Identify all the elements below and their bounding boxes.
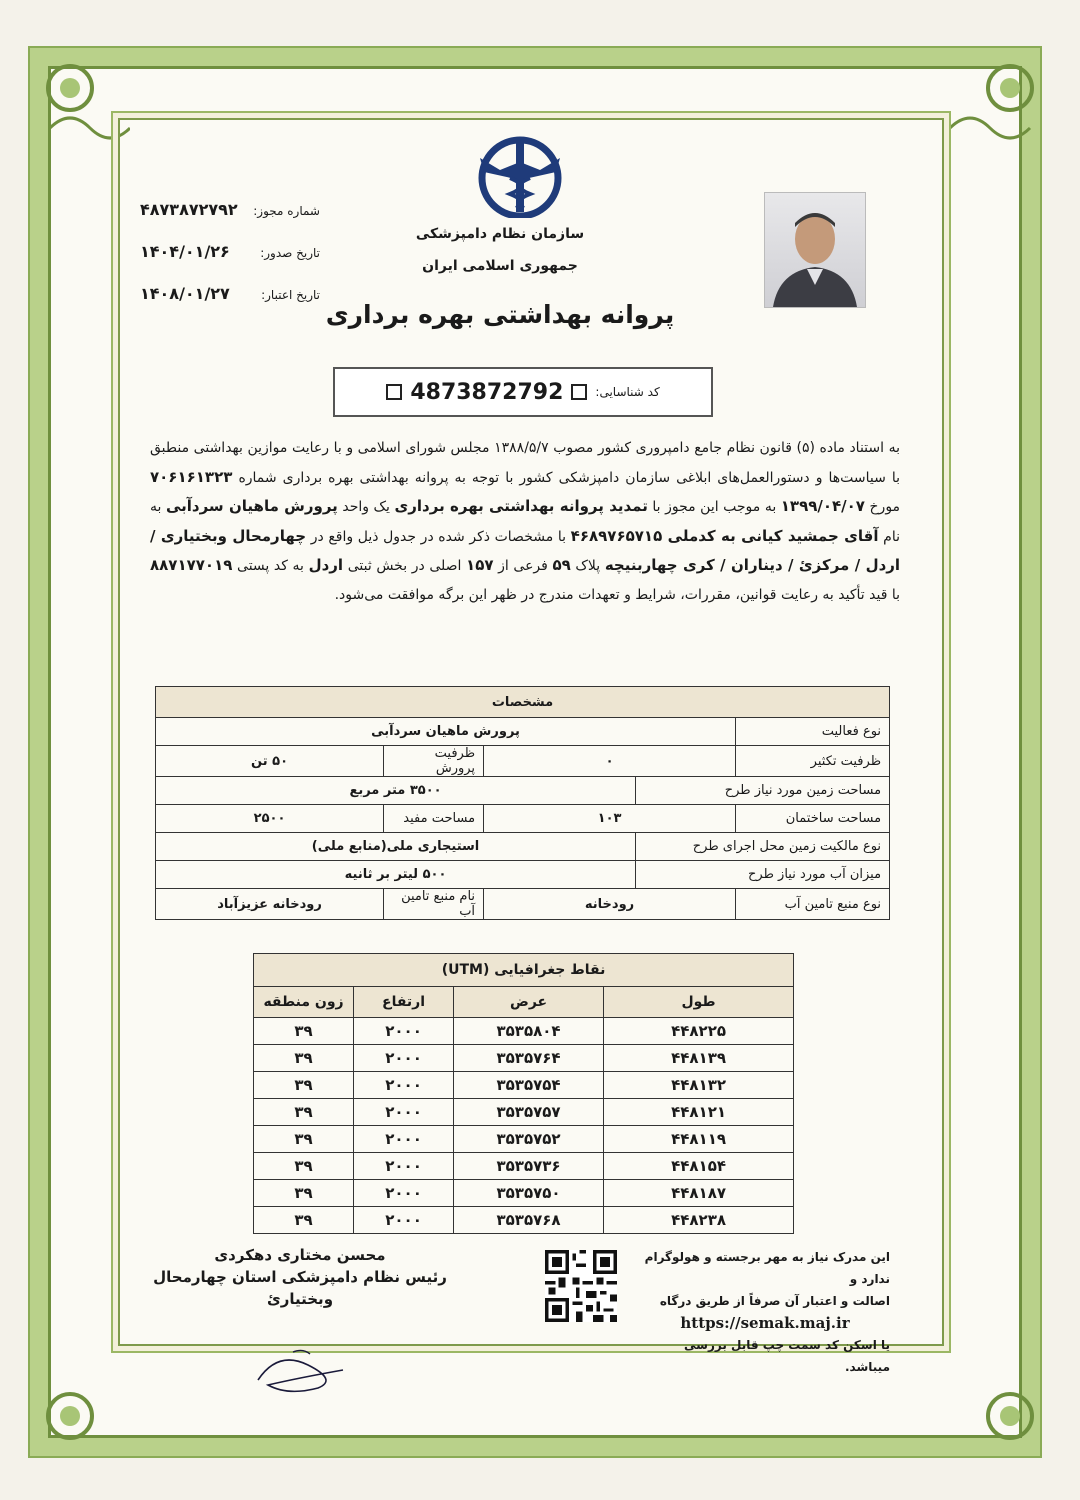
utm-header-elevation: ارتفاع (354, 987, 454, 1018)
utm-table (253, 953, 794, 1234)
activity-value: پرورش ماهیان سردآبی (156, 718, 736, 746)
table-row (254, 1072, 794, 1099)
water-source-name-value: رودخانه عزیزآباد (156, 889, 384, 920)
verification-note-line: یا اسکن کد سمت چپ قابل بررسی میباشد. (684, 1338, 890, 1374)
water-source-name-label: نام منبع تامین آب (384, 889, 484, 920)
table-row (254, 1126, 794, 1153)
utm-cell: ۲۰۰۰ (354, 1099, 454, 1126)
rearing-capacity-value: ۵۰ تن (156, 746, 384, 777)
country-name: جمهوری اسلامی ایران (422, 258, 578, 274)
signer-title: وبختیاریٔ (266, 1290, 334, 1308)
previous-permit-number: ۷۰۶۱۶۱۳۲۳ (150, 467, 233, 486)
table-row (156, 805, 890, 833)
previous-permit-date: ۱۳۹۹/۰۴/۰۷ (780, 497, 865, 516)
corner-ornament-icon (40, 58, 130, 148)
renewal-phrase: تمدید پروانه بهداشتی بهره برداری (394, 497, 648, 516)
signer-name: محسن مختاری دهکردی (214, 1246, 386, 1264)
identification-code: 4873872792 (410, 379, 564, 405)
utm-header-zone: زون منطقه (254, 987, 354, 1018)
utm-caption: نقاط جغرافیایی (UTM) (254, 954, 794, 987)
utm-cell: ۲۰۰۰ (354, 1153, 454, 1180)
signature-icon (248, 1340, 358, 1400)
license-number: ۴۸۷۳۸۷۲۷۹۲ (140, 200, 238, 219)
issue-date: ۱۴۰۴/۰۱/۲۶ (140, 242, 230, 261)
verification-note-line: این مدرک نیاز به مهر برجسته و هولوگرام ندارد و (644, 1250, 890, 1286)
body-text-6: با مشخصات ذکر شده در جدول ذیل واقع در (310, 528, 567, 545)
table-row (254, 1180, 794, 1207)
utm-cell: ۲۰۰۰ (354, 1207, 454, 1234)
body-text-3: به موجب این مجوز با (652, 499, 777, 516)
utm-cell: ۳۵۳۵۸۰۴ (454, 1018, 604, 1045)
utm-cell: ۳۹ (254, 1207, 354, 1234)
water-label: میزان آب مورد نیاز طرح (636, 861, 890, 889)
utm-cell: ۲۰۰۰ (354, 1072, 454, 1099)
identification-code-box (333, 367, 713, 417)
utm-cell: ۲۰۰۰ (354, 1045, 454, 1072)
utm-cell: ۴۴۸۲۳۸ (604, 1207, 794, 1234)
issue-date-label: تاریخ صدور: (260, 246, 320, 260)
utm-cell: ۳۵۳۵۷۶۸ (454, 1207, 604, 1234)
activity-label: نوع فعالیت (736, 718, 890, 746)
corner-ornament-icon (950, 58, 1040, 148)
utm-cell: ۳۹ (254, 1072, 354, 1099)
body-text-1: به استناد ماده (۵) قانون نظام جامع دامپروری کشور مصوب ۱۳۸۸/۵/۷ مجلس شورای اسلامی و با رعایت موازین بهداشتی منطبق با سیاست‌ها و دستورالعمل‌های ابلاغی سازمان دامپزشکی کشور با توجه به پروانه بهداشتی بهره برداری شماره (150, 440, 901, 486)
table-row (156, 746, 890, 777)
signer-block (150, 1244, 450, 1310)
valid-date: ۱۴۰۸/۰۱/۲۷ (140, 284, 230, 303)
utm-cell: ۳۹ (254, 1180, 354, 1207)
license-body-text (150, 434, 900, 610)
utm-cell: ۳۵۳۵۷۵۷ (454, 1099, 604, 1126)
land-area-label: مساحت زمین مورد نیاز طرح (636, 777, 890, 805)
valid-date-label: تاریخ اعتبار: (261, 288, 320, 302)
body-text-5: به نام (150, 499, 900, 545)
plaque-number: ۵۹ (552, 556, 571, 575)
corner-ornament-icon (950, 1356, 1040, 1446)
utm-cell: ۴۴۸۱۸۷ (604, 1180, 794, 1207)
utm-cell: ۴۴۸۱۵۴ (604, 1153, 794, 1180)
signer-title: رئیس نظام دامپزشکی استان چهارمحال (153, 1268, 447, 1286)
rearing-capacity-label: ظرفیت پرورش (384, 746, 484, 777)
utm-cell: ۲۰۰۰ (354, 1126, 454, 1153)
table-row (254, 1018, 794, 1045)
body-text-9: اصلی در بخش ثبتی (347, 558, 462, 575)
useful-area-label: مساحت مفید (384, 805, 484, 833)
table-row (254, 1099, 794, 1126)
identification-code-label: کد شناسایی: (595, 385, 660, 399)
verification-note-line: اصالت و اعتبار آن صرفاً از طریق درگاه (659, 1294, 890, 1308)
utm-cell: ۳۵۳۵۷۵۴ (454, 1072, 604, 1099)
table-row (254, 1207, 794, 1234)
utm-cell: ۴۴۸۱۱۹ (604, 1126, 794, 1153)
table-row (156, 718, 890, 746)
utm-cell: ۳۹ (254, 1099, 354, 1126)
issue-date-row (140, 242, 320, 266)
ownership-value: استیجاری ملی(منابع ملی) (156, 833, 636, 861)
original-plaque: ۱۵۷ (466, 556, 494, 575)
location: چهارمحال وبختیاری / اردل / مرکزئ / دیناران / کری چهاربنیچه (150, 526, 901, 575)
utm-cell: ۴۴۸۱۳۲ (604, 1072, 794, 1099)
checkbox-icon (571, 384, 587, 400)
utm-cell: ۳۹ (254, 1126, 354, 1153)
body-text-4: یک واحد (342, 499, 390, 516)
utm-header-longitude: طول (604, 987, 794, 1018)
specifications-table (155, 686, 890, 920)
building-area-value: ۱۰۳ (484, 805, 736, 833)
utm-cell: ۳۵۳۵۷۶۴ (454, 1045, 604, 1072)
table-row (156, 889, 890, 920)
owner-name: آقای جمشید کیانی به کدملی ۴۶۸۹۷۶۵۷۱۵ (570, 526, 879, 545)
utm-cell: ۴۴۸۲۲۵ (604, 1018, 794, 1045)
qr-code-icon[interactable] (545, 1250, 617, 1322)
license-number-label: شماره مجوز: (253, 204, 320, 218)
water-value: ۵۰۰ لیتر بر ثانیه (156, 861, 636, 889)
body-text-7: پلاک (575, 558, 601, 575)
license-number-row (140, 200, 320, 224)
veterinary-emblem-icon (470, 128, 590, 218)
utm-cell: ۴۴۸۱۳۹ (604, 1045, 794, 1072)
utm-cell: ۳۹ (254, 1018, 354, 1045)
utm-cell: ۴۴۸۱۲۱ (604, 1099, 794, 1126)
utm-cell: ۲۰۰۰ (354, 1180, 454, 1207)
owner-photo (764, 192, 866, 308)
org-name: سازمان نظام دامپزشکی (415, 226, 585, 242)
page-title: پروانه بهداشتی بهره برداری (325, 300, 675, 329)
table-row (156, 777, 890, 805)
utm-cell: ۳۵۳۵۷۵۲ (454, 1126, 604, 1153)
water-source-type-value: رودخانه (484, 889, 736, 920)
utm-cell: ۳۹ (254, 1153, 354, 1180)
breeding-capacity-value: ۰ (484, 746, 736, 777)
breeding-capacity-label: ظرفیت تکثیر (736, 746, 890, 777)
useful-area-value: ۲۵۰۰ (156, 805, 384, 833)
verification-link[interactable]: https://semak.maj.ir (680, 1314, 850, 1332)
ownership-label: نوع مالکیت زمین محل اجرای طرح (636, 833, 890, 861)
water-source-type-label: نوع منبع تامین آب (736, 889, 890, 920)
utm-cell: ۳۵۳۵۷۳۶ (454, 1153, 604, 1180)
land-area-value: ۳۵۰۰ متر مربع (156, 777, 636, 805)
utm-cell: ۳۹ (254, 1045, 354, 1072)
body-text-10: به کد پستی (237, 558, 304, 575)
utm-header-latitude: عرض (454, 987, 604, 1018)
corner-ornament-icon (40, 1356, 130, 1446)
utm-cell: ۲۰۰۰ (354, 1018, 454, 1045)
specifications-heading: مشخصات (156, 687, 890, 718)
building-area-label: مساحت ساختمان (736, 805, 890, 833)
unit-type: پرورش ماهیان سردآبی (165, 497, 338, 516)
body-text-11: با قید تأکید به رعایت قوانین، مقررات، شرایط و تعهدات مندرج در ظهر این برگه موافقت می‌شود. (334, 586, 900, 603)
verification-note (640, 1246, 890, 1378)
registration-district: اردل (308, 556, 344, 575)
utm-cell: ۳۵۳۵۷۵۰ (454, 1180, 604, 1207)
table-row (254, 1153, 794, 1180)
person-portrait-icon (765, 193, 865, 307)
table-row (156, 861, 890, 889)
table-row (156, 833, 890, 861)
body-text-2: مورخ (869, 499, 901, 516)
valid-date-row (140, 284, 320, 308)
body-text-8: فرعی از (498, 558, 548, 575)
checkbox-icon (386, 384, 402, 400)
table-row (254, 1045, 794, 1072)
postal-code: ۸۸۷۱۷۷۰۱۹ (150, 556, 233, 575)
